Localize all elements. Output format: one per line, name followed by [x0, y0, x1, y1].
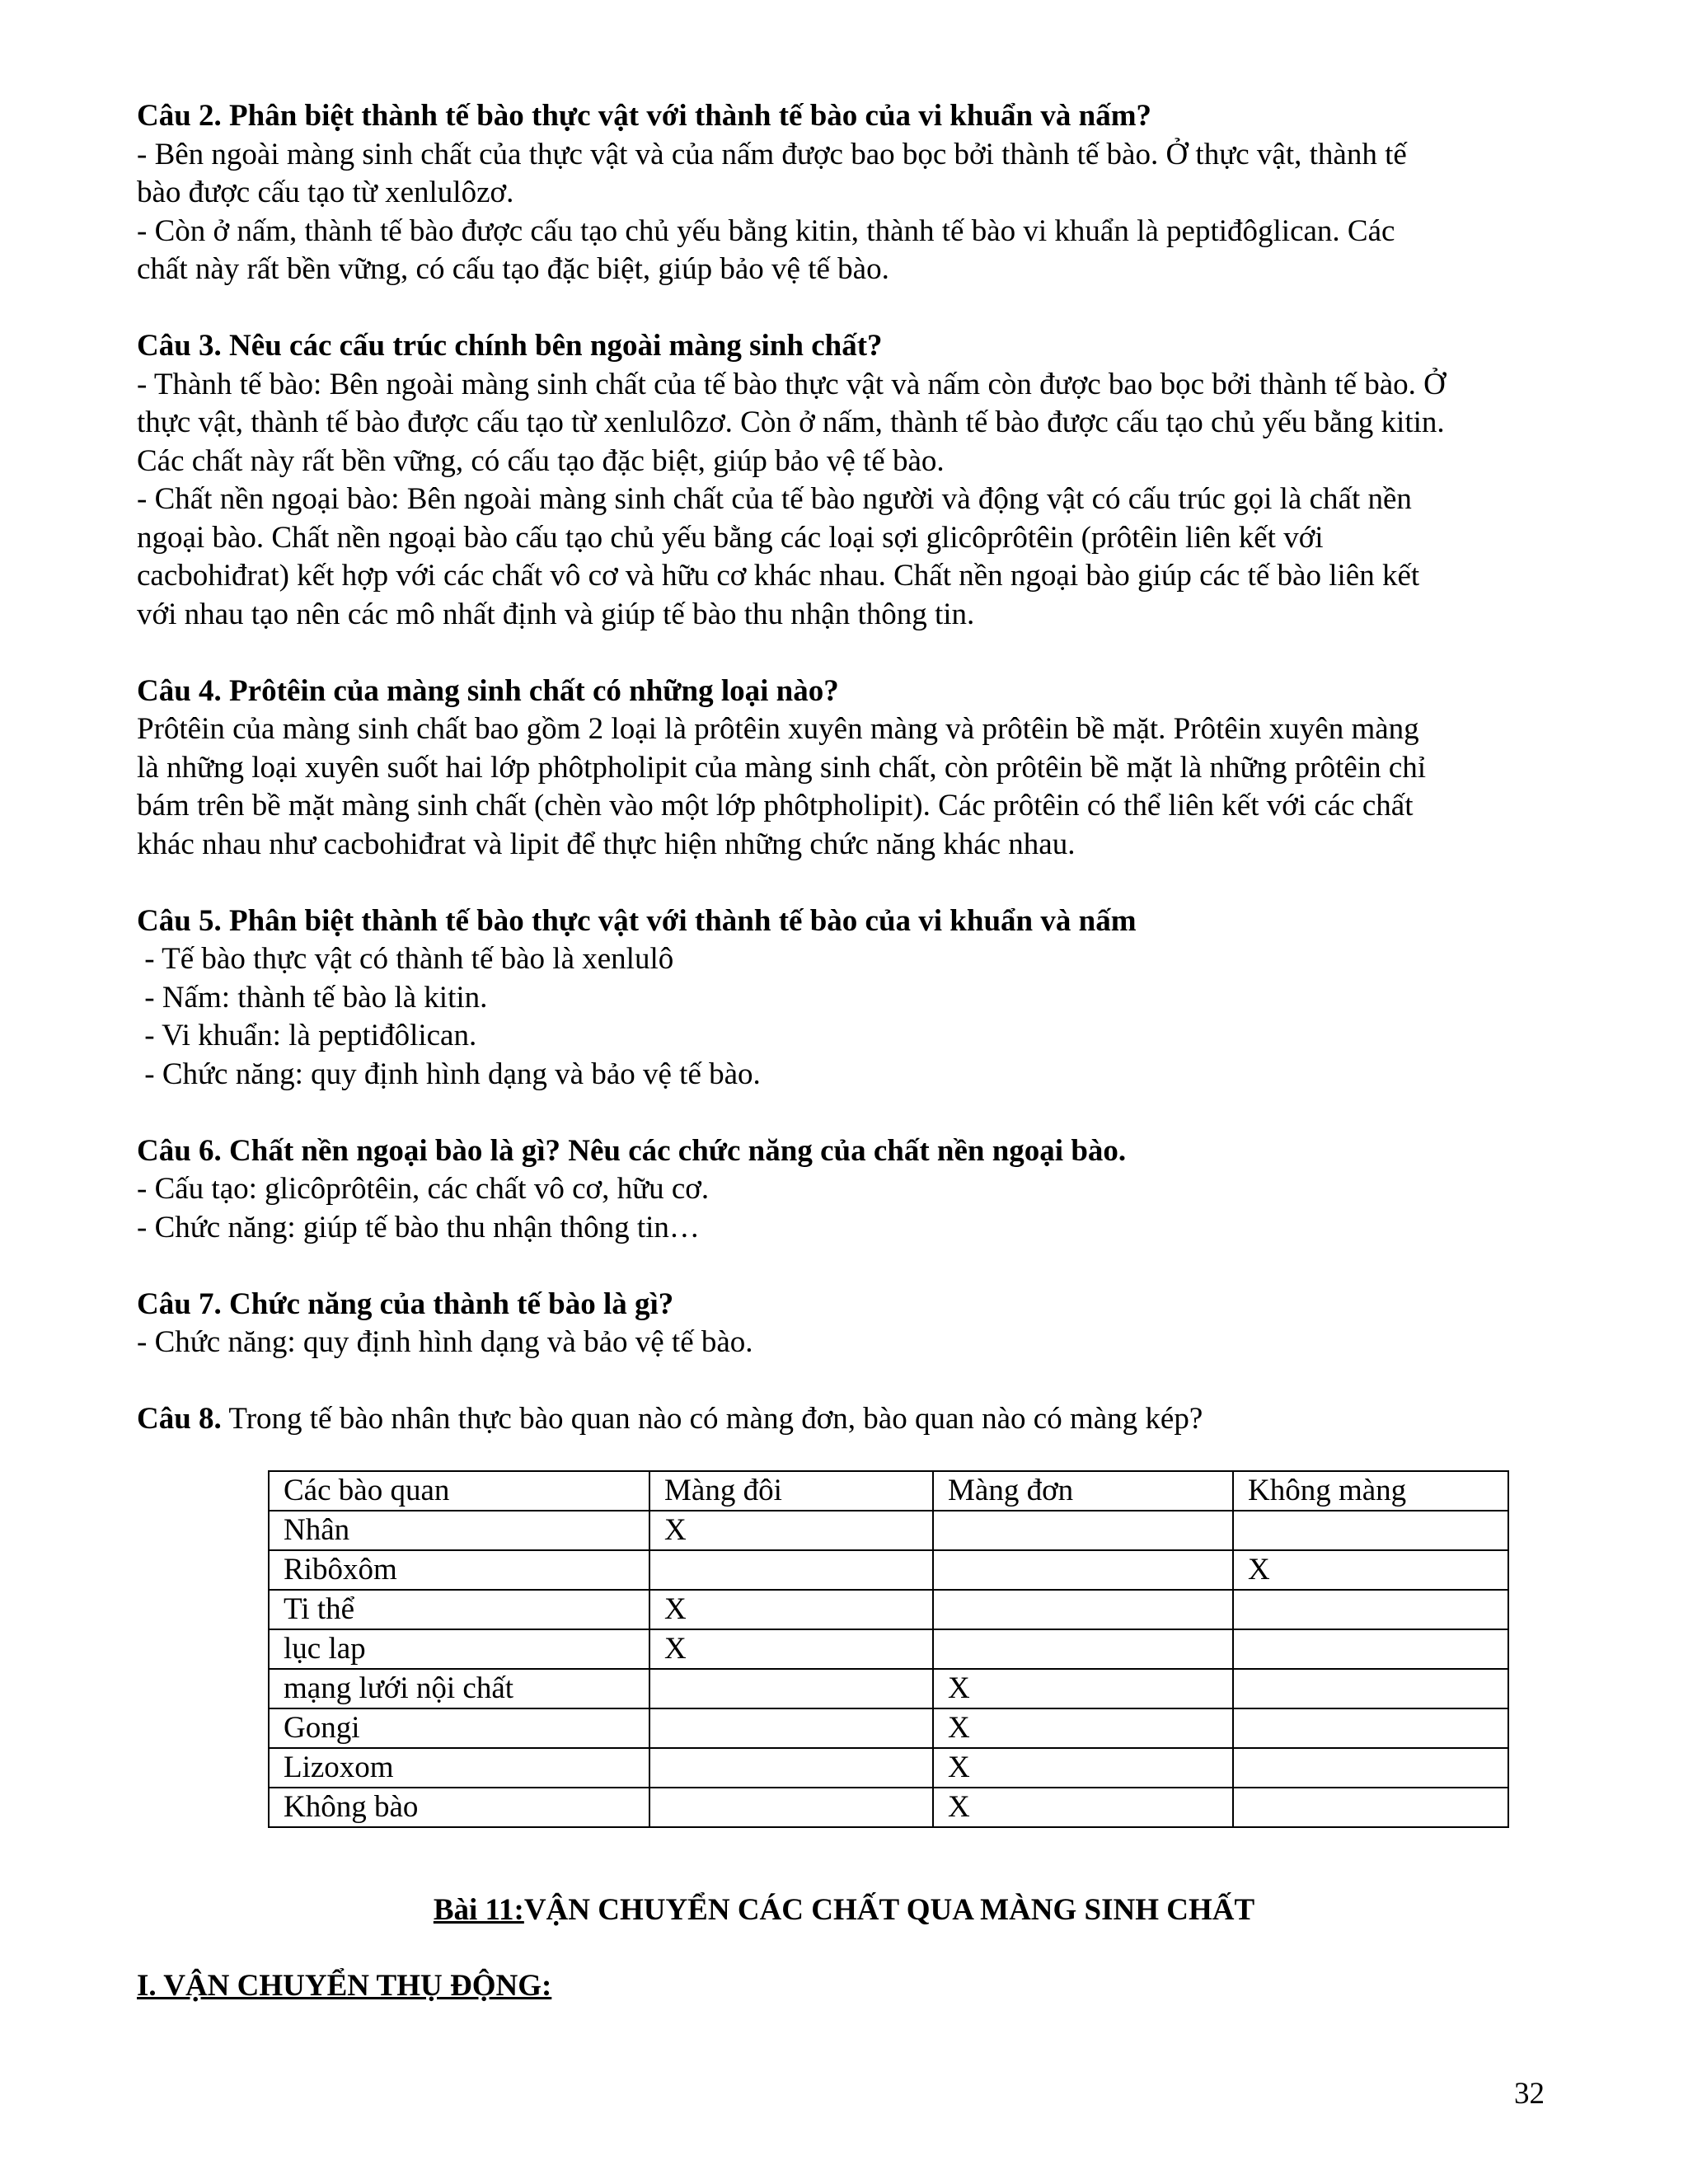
answer-line: là những loại xuyên suốt hai lớp phôtpholipit của màng sinh chất, còn prôtêin bề mặt là những prôtêin chỉ: [137, 750, 1427, 785]
question-heading: Câu 2. Phân biệt thành tế bào thực vật với thành tế bào của vi khuẩn và nấm?: [137, 99, 1152, 133]
question-heading: Câu 4. Prôtêin của màng sinh chất có những loại nào?: [137, 673, 839, 708]
table-cell: Không bào: [269, 1788, 649, 1827]
table-cell: [649, 1550, 933, 1590]
page-number: 32: [1514, 2077, 1545, 2111]
question-8-text: Trong tế bào nhân thực bào quan nào có màng đơn, bào quan nào có màng kép?: [221, 1402, 1203, 1436]
table-cell: [1233, 1788, 1508, 1827]
question-heading: Câu 5. Phân biệt thành tế bào thực vật với thành tế bào của vi khuẩn và nấm: [137, 903, 1137, 938]
question-5: [137, 902, 1554, 1094]
question-heading: Câu 6. Chất nền ngoại bào là gì? Nêu các chức năng của chất nền ngoại bào.: [137, 1133, 1127, 1168]
table-cell: X: [933, 1669, 1233, 1708]
answer-line: - Tế bào thực vật có thành tế bào là xenlulô: [137, 942, 674, 976]
answer-line: cacbohiđrat) kết hợp với các chất vô cơ và hữu cơ khác nhau. Chất nền ngoại bào giúp các tế bào liên kết: [137, 559, 1420, 593]
table-cell: Nhân: [269, 1511, 649, 1550]
table-cell: [1233, 1708, 1508, 1748]
table-cell: [933, 1629, 1233, 1669]
table-row: [269, 1629, 1508, 1669]
table-cell: [649, 1708, 933, 1748]
table-cell: [1233, 1590, 1508, 1629]
table-cell: [1233, 1748, 1508, 1788]
table-cell: [649, 1788, 933, 1827]
answer-line: - Chức năng: giúp tế bào thu nhận thông tin…: [137, 1210, 700, 1244]
table-cell: [933, 1511, 1233, 1550]
answer-line: Các chất này rất bền vững, có cấu tạo đặc biệt, giúp bảo vệ tế bào.: [137, 443, 945, 478]
table-cell: mạng lưới nội chất: [269, 1669, 649, 1708]
table-row: [269, 1669, 1508, 1708]
answer-line: Prôtêin của màng sinh chất bao gồm 2 loại là prôtêin xuyên màng và prôtêin bề mặt. Prôtêin xuyên màng: [137, 712, 1419, 746]
section-heading: I. VẬN CHUYỂN THỤ ĐỘNG:: [137, 1969, 552, 2003]
answer-line: - Vi khuẩn: là peptiđôlican.: [137, 1019, 477, 1052]
table-cell: lục lap: [269, 1629, 649, 1669]
table-cell: X: [933, 1788, 1233, 1827]
question-8: [137, 1400, 1554, 1439]
table-cell: [1233, 1669, 1508, 1708]
answer-line: - Chức năng: quy định hình dạng và bảo vệ tế bào.: [137, 1057, 761, 1091]
table-cell: Ribôxôm: [269, 1550, 649, 1590]
table-row: [269, 1550, 1508, 1590]
lesson-label: Bài 11:: [433, 1893, 524, 1927]
table-cell: [933, 1590, 1233, 1629]
question-heading: Câu 3. Nêu các cấu trúc chính bên ngoài màng sinh chất?: [137, 329, 883, 363]
table-cell: X: [649, 1629, 933, 1669]
table-header-cell: Màng đơn: [933, 1471, 1233, 1511]
page-content: [137, 97, 1554, 1828]
organelle-membrane-table: [268, 1470, 1509, 1828]
table-cell: [933, 1550, 1233, 1590]
question-heading: Câu 7. Chức năng của thành tế bào là gì?: [137, 1286, 674, 1321]
answer-line: ngoại bào. Chất nền ngoại bào cấu tạo chủ yếu bằng các loại sợi glicôprôtêin (prôtêin liên kết với: [137, 520, 1324, 555]
table-cell: Ti thể: [269, 1590, 649, 1629]
blank-line: [137, 1247, 1554, 1286]
answer-line: khác nhau như cacbohiđrat và lipit để thực hiện những chức năng khác nhau.: [137, 827, 1076, 861]
answer-line: - Cấu tạo: glicôprôtêin, các chất vô cơ, hữu cơ.: [137, 1172, 710, 1206]
table-cell: X: [649, 1590, 933, 1629]
table-row: [269, 1788, 1508, 1827]
table-header-row: [269, 1471, 1508, 1511]
answer-line: - Chất nền ngoại bào: Bên ngoài màng sinh chất của tế bào người và động vật có cấu trúc gọi là chất nền: [137, 482, 1412, 516]
blank-line: [137, 289, 1554, 328]
blank-line: [137, 1094, 1554, 1132]
answer-line: chất này rất bền vững, có cấu tạo đặc biệt, giúp bảo vệ tế bào.: [137, 252, 889, 286]
answer-line: bám trên bề mặt màng sinh chất (chèn vào một lớp phôtpholipit). Các prôtêin có thể liên kết với các chất: [137, 789, 1414, 823]
answer-line: với nhau tạo nên các mô nhất định và giúp tế bào thu nhận thông tin.: [137, 597, 975, 631]
table-cell: X: [933, 1748, 1233, 1788]
table-cell: [649, 1748, 933, 1788]
table-header-cell: Các bào quan: [269, 1471, 649, 1511]
question-3: [137, 327, 1554, 634]
answer-line: - Còn ở nấm, thành tế bào được cấu tạo chủ yếu bằng kitin, thành tế bào vi khuẩn là peptiđôglican. Các: [137, 213, 1395, 248]
answer-line: bào được cấu tạo từ xenlulôzơ.: [137, 176, 514, 209]
answer-line: thực vật, thành tế bào được cấu tạo từ xenlulôzơ. Còn ở nấm, thành tế bào được cấu tạo chủ yếu bằng kitin.: [137, 405, 1445, 439]
table-cell: X: [1233, 1550, 1508, 1590]
table-cell: Lizoxom: [269, 1748, 649, 1788]
table-header-cell: Không màng: [1233, 1471, 1508, 1511]
question-2: [137, 97, 1554, 289]
question-8-label: Câu 8.: [137, 1402, 222, 1436]
answer-line: - Bên ngoài màng sinh chất của thực vật và của nấm được bao bọc bởi thành tế bào. Ở thực vật, thành tế: [137, 137, 1407, 171]
table-cell: [649, 1669, 933, 1708]
table-header-cell: Màng đôi: [649, 1471, 933, 1511]
blank-line: [137, 864, 1554, 902]
table-row: [269, 1590, 1508, 1629]
table-row: [269, 1748, 1508, 1788]
lesson-title: [0, 1891, 1688, 1929]
question-6: [137, 1132, 1554, 1248]
answer-line: - Thành tế bào: Bên ngoài màng sinh chất của tế bào thực vật và nấm còn được bao bọc bởi thành tế bào. Ở: [137, 367, 1446, 401]
blank-line: [137, 634, 1554, 673]
question-7: [137, 1286, 1554, 1362]
answer-line: - Nấm: thành tế bào là kitin.: [137, 980, 488, 1015]
table-cell: Gongi: [269, 1708, 649, 1748]
table-cell: X: [933, 1708, 1233, 1748]
answer-line: - Chức năng: quy định hình dạng và bảo vệ tế bào.: [137, 1325, 753, 1359]
lesson-title-text: VẬN CHUYỂN CÁC CHẤT QUA MÀNG SINH CHẤT: [523, 1893, 1255, 1927]
table-cell: [1233, 1511, 1508, 1550]
question-4: [137, 673, 1554, 865]
blank-line: [137, 1362, 1554, 1401]
table-row: [269, 1511, 1508, 1550]
table-row: [269, 1708, 1508, 1748]
table-cell: X: [649, 1511, 933, 1550]
table-cell: [1233, 1629, 1508, 1669]
